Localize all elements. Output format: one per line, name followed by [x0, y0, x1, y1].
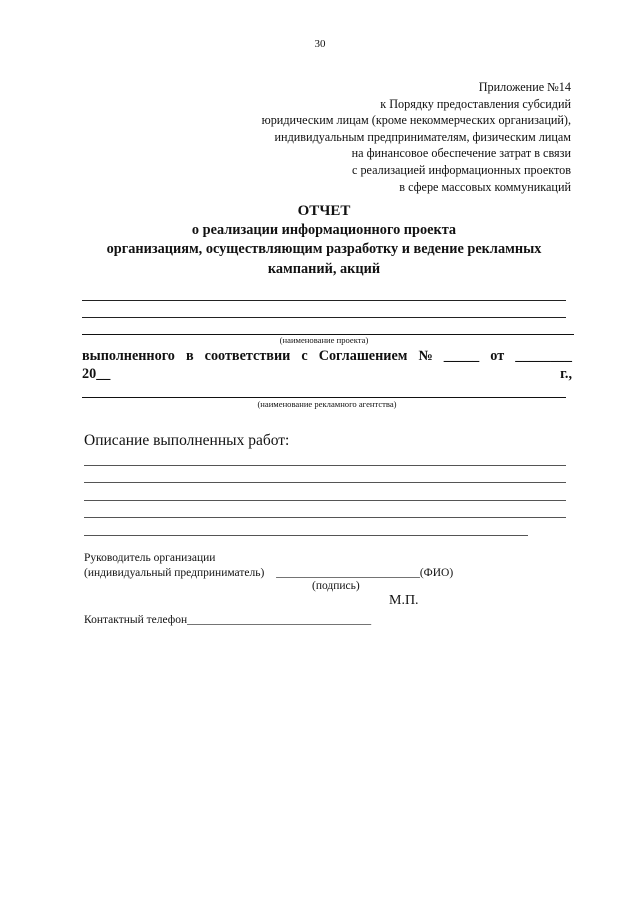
description-line [84, 465, 566, 466]
agreement-word: выполненного [82, 348, 175, 364]
entrepreneur-label: (индивидуальный предприниматель) [84, 567, 265, 579]
appendix-line: в сфере массовых коммуникаций [399, 179, 571, 194]
appendix-line: с реализацией информационных проектов [351, 162, 571, 177]
agreement-word: в [185, 348, 194, 364]
agency-name-line [82, 397, 566, 398]
agreement-word: № [418, 348, 433, 364]
agency-caption: (наименование рекламного агентства) [257, 399, 397, 409]
stamp-label: М.П. [389, 593, 419, 608]
appendix-line: Приложение №14 [478, 80, 571, 94]
appendix-line: на финансовое обеспечение затрат в связи [351, 146, 571, 161]
agreement-word: соответствии [204, 348, 291, 364]
description-line [84, 535, 528, 536]
report-subtitle-3: кампаний, акций [267, 260, 381, 277]
contact-label: Контактный телефон [84, 614, 188, 626]
agreement-year-line [82, 366, 572, 383]
fio-label: (ФИО) [419, 567, 454, 579]
appendix-line: к Порядку предоставления субсидий [380, 96, 571, 111]
agreement-year: 20__ [82, 366, 111, 382]
agreement-date-blank: ________ [515, 348, 572, 364]
report-subtitle-2: организациям, осуществляющим разработку и ведение рекламных [106, 241, 542, 258]
contact-phone-blank: ________________________________ [187, 614, 372, 626]
signature-row [84, 567, 453, 579]
contact-row [84, 614, 371, 626]
project-caption: (наименование проекта) [279, 335, 369, 345]
agreement-number-blank: _____ [443, 348, 480, 364]
agreement-year-suffix: г., [560, 366, 572, 382]
description-line [84, 517, 566, 518]
project-name-line [82, 317, 566, 318]
appendix-line: юридическим лицам (кроме некоммерческих организаций), [261, 113, 571, 128]
appendix-line: индивидуальным предпринимателям, физическим лицам [274, 129, 571, 144]
page-number: 30 [314, 38, 326, 50]
report-heading: ОТЧЕТ [297, 203, 351, 219]
report-subtitle-1: о реализации информационного проекта [191, 222, 457, 239]
description-line [84, 482, 566, 483]
signature-caption: (подпись) [312, 580, 360, 592]
description-line [84, 500, 566, 501]
agreement-word: с [301, 348, 308, 364]
agreement-word: от [490, 348, 505, 364]
report-title [82, 202, 566, 279]
appendix-note [262, 79, 571, 195]
agreement-line [82, 348, 572, 365]
agreement-word: Соглашением [318, 348, 408, 364]
manager-label: Руководитель организации [84, 552, 216, 564]
project-name-line [82, 300, 566, 301]
description-title: Описание выполненных работ: [84, 432, 290, 449]
signature-blank: _________________________ [276, 567, 420, 579]
